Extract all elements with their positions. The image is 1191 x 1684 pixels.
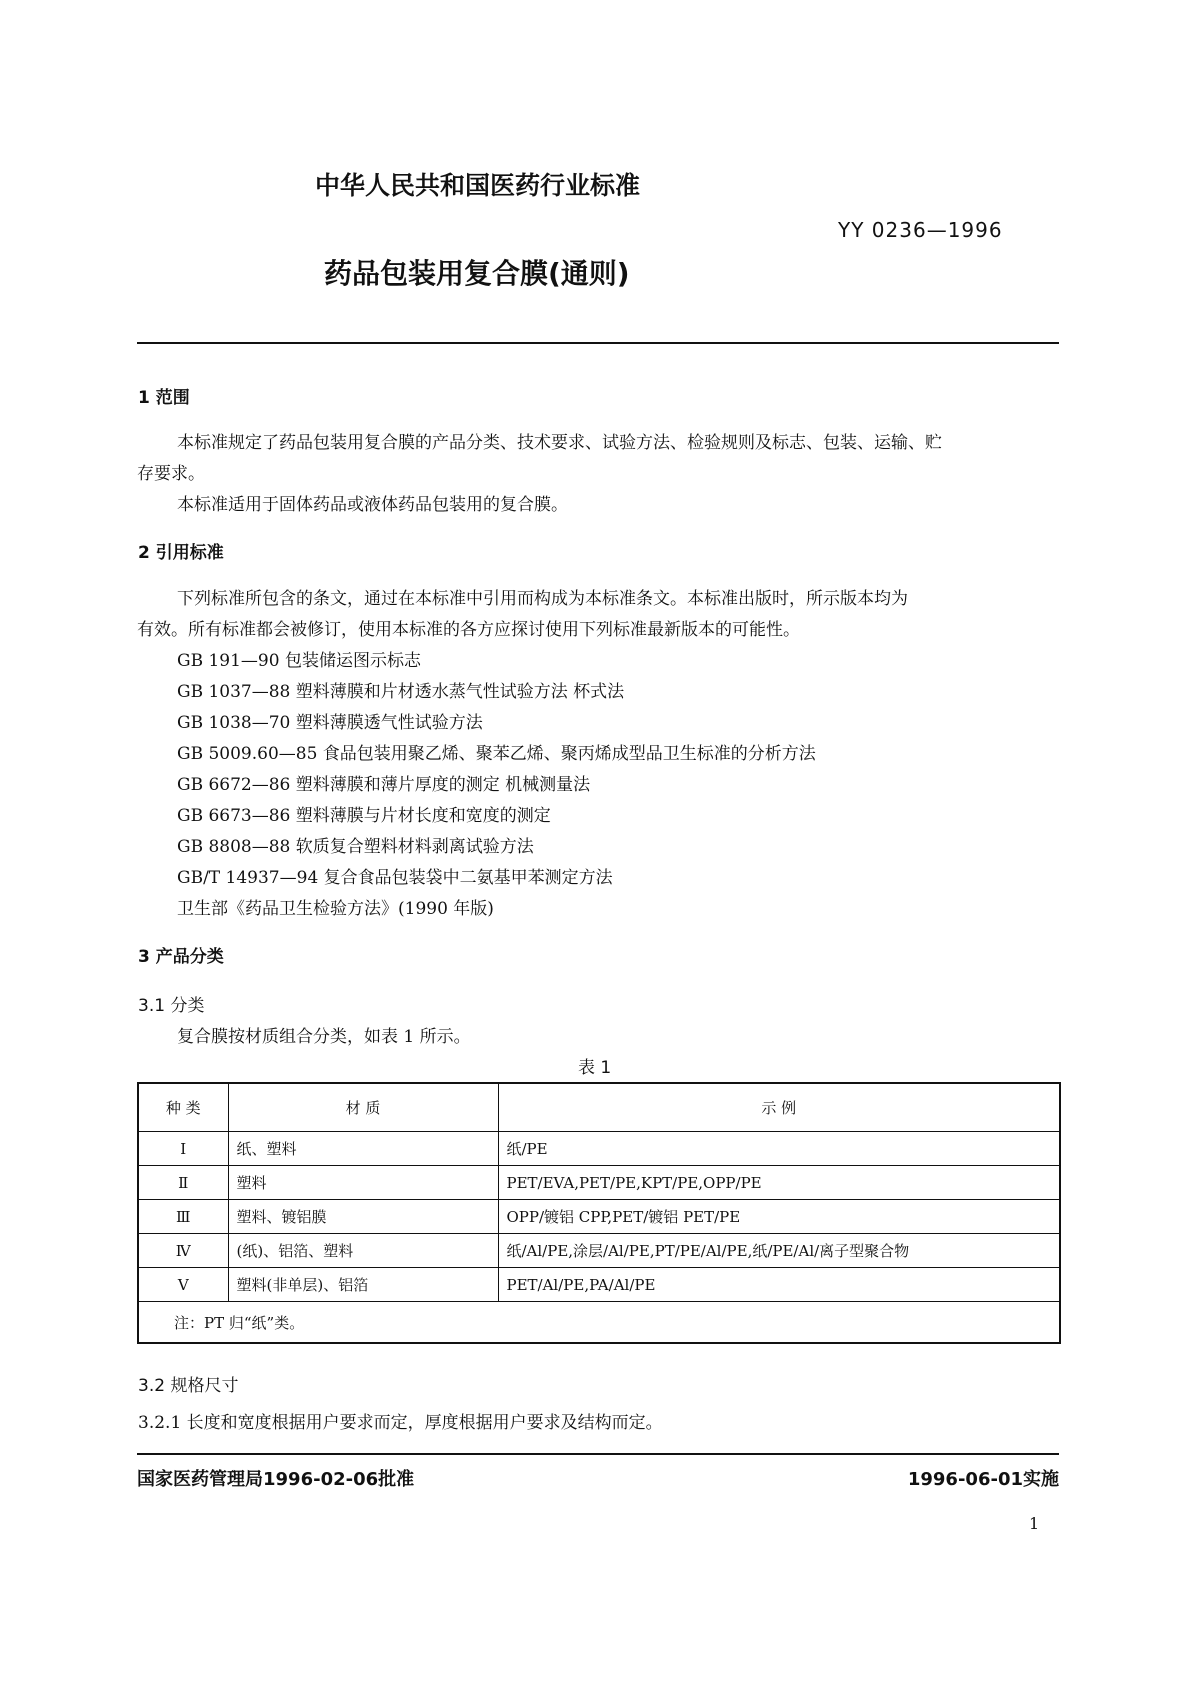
footer-rule: [137, 1453, 1059, 1455]
table-cell-material: 塑料、镀铝膜: [228, 1200, 498, 1234]
table-cell-category: Ⅰ: [138, 1132, 228, 1166]
column-header-material: 材 质: [228, 1083, 498, 1132]
title-rule: [137, 342, 1059, 344]
section-1-paragraph-2: 本标准适用于固体药品或液体药品包装用的复合膜。: [177, 495, 568, 515]
section-3-heading: 3 产品分类: [138, 947, 224, 967]
table-row: [138, 1200, 1060, 1234]
table-cell-category: Ⅴ: [138, 1268, 228, 1302]
reference-item: 卫生部《药品卫生检验方法》(1990 年版): [177, 899, 494, 919]
reference-item: GB/T 14937—94 复合食品包装袋中二氨基甲苯测定方法: [177, 868, 613, 888]
table-cell-example: OPP/镀铝 CPP,PET/镀铝 PET/PE: [498, 1200, 1060, 1234]
column-header-example: 示 例: [498, 1083, 1060, 1132]
table-note: 注：PT 归“纸”类。: [138, 1302, 1060, 1344]
page-number: 1: [1029, 1514, 1040, 1533]
reference-item: GB 8808—88 软质复合塑料材料剥离试验方法: [177, 837, 534, 857]
table-cell-example: PET/Al/PE,PA/Al/PE: [498, 1268, 1060, 1302]
reference-item: GB 191—90 包装储运图示标志: [177, 651, 421, 671]
reference-item: GB 1038—70 塑料薄膜透气性试验方法: [177, 713, 483, 733]
table-cell-example: 纸/Al/PE,涂层/Al/PE,PT/PE/Al/PE,纸/PE/Al/离子型聚合物: [498, 1234, 1060, 1268]
table-cell-category: Ⅲ: [138, 1200, 228, 1234]
table-caption: 表 1: [578, 1058, 612, 1078]
section-1-heading: 1 范围: [138, 388, 190, 408]
section-1-paragraph-line-2: 存要求。: [137, 464, 205, 484]
approval-line: 国家医药管理局1996-02-06批准: [137, 1469, 415, 1490]
table-row: [138, 1166, 1060, 1200]
table-note-row: [138, 1302, 1060, 1344]
implementation-line: 1996-06-01实施: [907, 1469, 1059, 1490]
section-1-paragraph-line-1: 本标准规定了药品包装用复合膜的产品分类、技术要求、试验方法、检验规则及标志、包装、运输、贮: [177, 433, 942, 453]
table-cell-material: 纸、塑料: [228, 1132, 498, 1166]
section-2-paragraph-line-1: 下列标准所包含的条文，通过在本标准中引用而构成为本标准条文。本标准出版时，所示版本均为: [177, 589, 908, 609]
table-cell-category: Ⅳ: [138, 1234, 228, 1268]
section-2-paragraph-line-2: 有效。所有标准都会被修订，使用本标准的各方应探讨使用下列标准最新版本的可能性。: [137, 620, 800, 640]
table-row: [138, 1132, 1060, 1166]
section-3-1-heading: 3.1 分类: [138, 996, 205, 1016]
table-row: [138, 1268, 1060, 1302]
reference-item: GB 1037—88 塑料薄膜和片材透水蒸气性试验方法 杯式法: [177, 682, 625, 702]
column-header-category: 种 类: [138, 1083, 228, 1132]
section-3-2-heading: 3.2 规格尺寸: [138, 1376, 239, 1396]
section-2-heading: 2 引用标准: [138, 543, 224, 563]
table-header-row: [138, 1083, 1060, 1132]
document-title: 药品包装用复合膜(通则): [324, 257, 630, 290]
table-cell-category: Ⅱ: [138, 1166, 228, 1200]
classification-table: [137, 1082, 1061, 1344]
table-cell-example: 纸/PE: [498, 1132, 1060, 1166]
table-cell-material: (纸)、铝箔、塑料: [228, 1234, 498, 1268]
table-cell-material: 塑料(非单层)、铝箔: [228, 1268, 498, 1302]
reference-item: GB 6672—86 塑料薄膜和薄片厚度的测定 机械测量法: [177, 775, 591, 795]
reference-item: GB 5009.60—85 食品包装用聚乙烯、聚苯乙烯、聚丙烯成型品卫生标准的分析方法: [177, 744, 816, 764]
standard-number: YY 0236—1996: [838, 218, 1003, 242]
reference-item: GB 6673—86 塑料薄膜与片材长度和宽度的测定: [177, 806, 551, 826]
table-cell-material: 塑料: [228, 1166, 498, 1200]
table-cell-example: PET/EVA,PET/PE,KPT/PE,OPP/PE: [498, 1166, 1060, 1200]
section-3-2-1-text: 3.2.1 长度和宽度根据用户要求而定，厚度根据用户要求及结构而定。: [138, 1413, 663, 1433]
table-row: [138, 1234, 1060, 1268]
section-3-1-text: 复合膜按材质组合分类，如表 1 所示。: [177, 1027, 471, 1047]
standard-type: 中华人民共和国医药行业标准: [315, 171, 641, 200]
